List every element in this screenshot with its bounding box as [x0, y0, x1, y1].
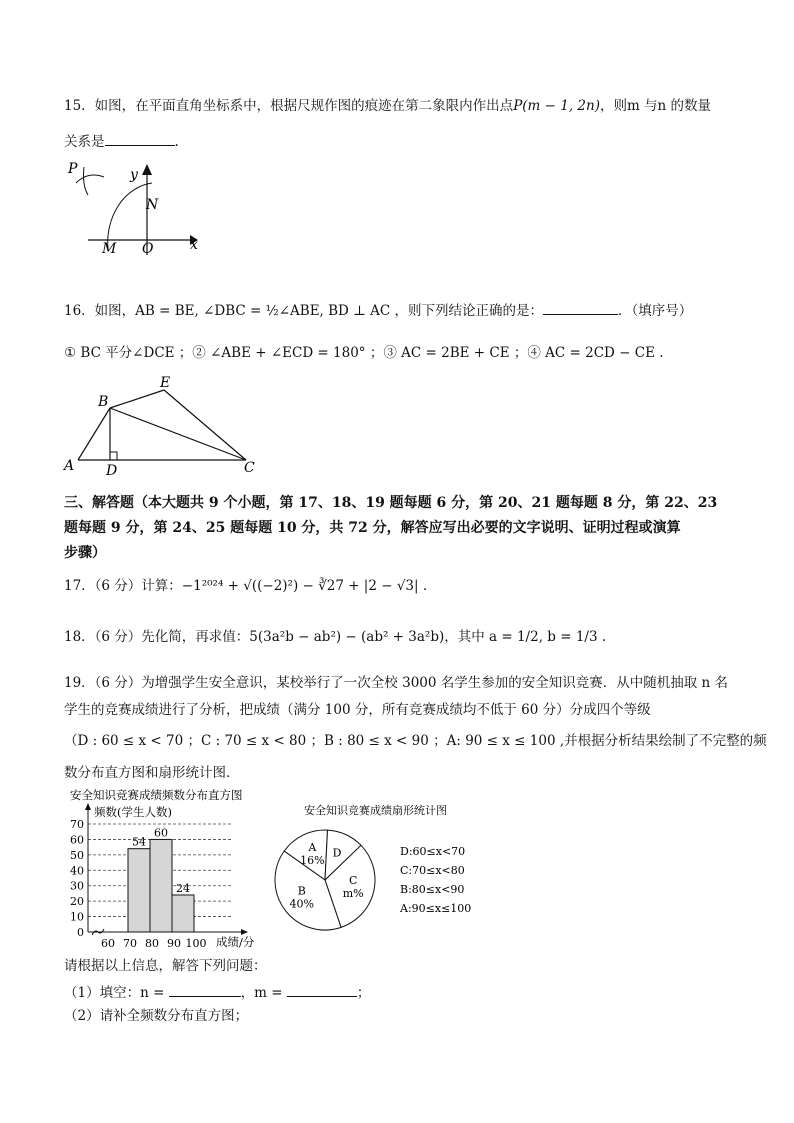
- q19-after1: 请根据以上信息，解答下列问题：: [64, 958, 267, 974]
- construction-arc: [108, 183, 152, 249]
- axis-break-mark: [92, 929, 104, 935]
- q15-figure: [60, 155, 210, 260]
- label-x: x: [190, 237, 198, 253]
- q19-fill: （1）填空：n = ，m = ；: [64, 982, 370, 1003]
- q16-answer-blank[interactable]: [543, 300, 618, 315]
- pie-legend-item: A:90≤x≤100: [400, 902, 472, 915]
- histogram-title: 安全知识竞赛成绩频数分布直方图: [70, 788, 243, 802]
- y-tick-label: 30: [70, 879, 84, 893]
- q17-text: 17．（6 分）计算：−1²⁰²⁴ + √((−2)²) − ∛27 + |2 − √3| .: [64, 578, 428, 594]
- label-D: D: [106, 463, 118, 477]
- q15-line2: 关系是 .: [64, 131, 179, 152]
- arc-mark-2: [84, 167, 89, 195]
- segment-BC: [110, 408, 246, 460]
- y-tick-label: 40: [70, 864, 84, 878]
- arc-mark-1: [76, 175, 104, 183]
- x-tick-label: 80: [145, 937, 159, 950]
- histogram-bar: [128, 849, 150, 932]
- label-P: P: [68, 161, 78, 177]
- pie-legend-item: C:70≤x<80: [400, 864, 465, 877]
- histogram-bar: [150, 839, 172, 932]
- histogram-chart: [66, 786, 276, 951]
- q16-line1: 16．如图，AB = BE, ∠DBC = ½∠ABE, BD ⊥ AC ，则下列结论正确的是： ．（填序号）: [64, 300, 692, 321]
- pie-slice-name: A: [308, 840, 317, 854]
- pie-legend-item: B:80≤x<90: [400, 883, 465, 896]
- y-tick-label: 60: [70, 833, 84, 847]
- q16-figure: [60, 372, 270, 477]
- right-angle-mark: [110, 452, 117, 460]
- y-tick-label: 70: [70, 818, 84, 831]
- pie-title: 安全知识竞赛成绩扇形统计图: [304, 804, 447, 817]
- pie-slice-name: B: [297, 884, 306, 898]
- q18-text: 18．（6 分）先化简，再求值：5(3a²b − ab²) − (ab² + 3a²b)，其中 a = 1/2, b = 1/3 .: [64, 629, 607, 645]
- q19-line1: 19．（6 分）为增强学生安全意识，某校举行了一次全校 3000 名学生参加的安全知识竞赛．从中随机抽取 n 名: [64, 675, 729, 691]
- pie-slice-name: C: [348, 873, 358, 887]
- section3-line3: 步骤）: [64, 545, 106, 561]
- x-tick-label: 100: [185, 937, 207, 950]
- y-tick-label: 20: [70, 895, 84, 909]
- histogram-y-arrow: [85, 803, 91, 810]
- segment-AB: [78, 408, 110, 460]
- label-N: N: [146, 197, 159, 213]
- pie-slice-label: m%: [342, 886, 364, 900]
- q15-line1: 15．如图，在平面直角坐标系中，根据尺规作图的痕迹在第二象限内作出点P(m − 1, 2n)，则m 与n 的数量: [64, 98, 712, 114]
- section3-line1: 三、解答题（本大题共 9 个小题，第 17、18、19 题每题 6 分，第 20、21 题每题 8 分，第 22、23: [64, 495, 718, 511]
- bar-data-label: 24: [176, 881, 190, 895]
- histogram-ylabel: 频数(学生人数): [94, 805, 172, 819]
- label-B: B: [98, 394, 109, 410]
- y-tick-label: 0: [77, 926, 84, 939]
- y-tick-label: 10: [70, 910, 84, 924]
- q15-answer-blank[interactable]: [105, 131, 175, 146]
- q19-line2: 学生的竞赛成绩进行了分析，把成绩（满分 100 分，所有竞赛成绩均不低于 60 分）分成四个等级: [64, 702, 651, 718]
- label-M: M: [102, 241, 117, 257]
- label-O: O: [142, 241, 154, 257]
- x-tick-label: 70: [123, 937, 137, 950]
- y-axis-arrow: [142, 164, 152, 175]
- pie-slice-label: 16%: [300, 853, 325, 867]
- q15-point: P(m − 1, 2n): [513, 98, 600, 114]
- bar-data-label: 60: [154, 826, 168, 840]
- label-y: y: [130, 167, 138, 183]
- x-tick-label: 90: [167, 937, 181, 950]
- q16-line2: ① BC 平分∠DCE ；② ∠ABE + ∠ECD = 180° ；③ AC = 2BE + CE ；④ AC = 2CD − CE .: [64, 345, 664, 361]
- q19-line4: 数分布直方图和扇形统计图．: [64, 765, 240, 781]
- n-answer-blank[interactable]: [169, 982, 241, 997]
- y-tick-label: 50: [70, 848, 84, 862]
- q19-question2: （2）请补全频数分布直方图；: [64, 1008, 249, 1024]
- segment-BE: [110, 390, 164, 408]
- pie-chart: [270, 800, 490, 950]
- segment-EC: [164, 390, 246, 460]
- histogram-bar: [172, 895, 194, 932]
- m-answer-blank[interactable]: [287, 982, 357, 997]
- label-E: E: [160, 375, 171, 391]
- label-C: C: [244, 460, 255, 476]
- pie-slice-name: D: [332, 846, 342, 860]
- q19-line3: （D : 60 ≤ x < 70 ；C : 70 ≤ x < 80 ；B : 80 ≤ x < 90 ；A: 90 ≤ x ≤ 100 ,并根据分析结果绘制了不完整的频: [64, 733, 767, 749]
- x-tick-label: 60: [101, 937, 115, 950]
- bar-data-label: 54: [132, 835, 146, 849]
- label-A: A: [64, 458, 75, 474]
- histogram-xlabel: 成绩/分: [216, 935, 255, 949]
- pie-slice-label: 40%: [289, 897, 314, 911]
- pie-legend-item: D:60≤x<70: [400, 845, 466, 858]
- section3-line2: 题每题 9 分，第 24、25 题每题 10 分，共 72 分，解答应写出必要的文字说明、证明过程或演算: [64, 520, 681, 536]
